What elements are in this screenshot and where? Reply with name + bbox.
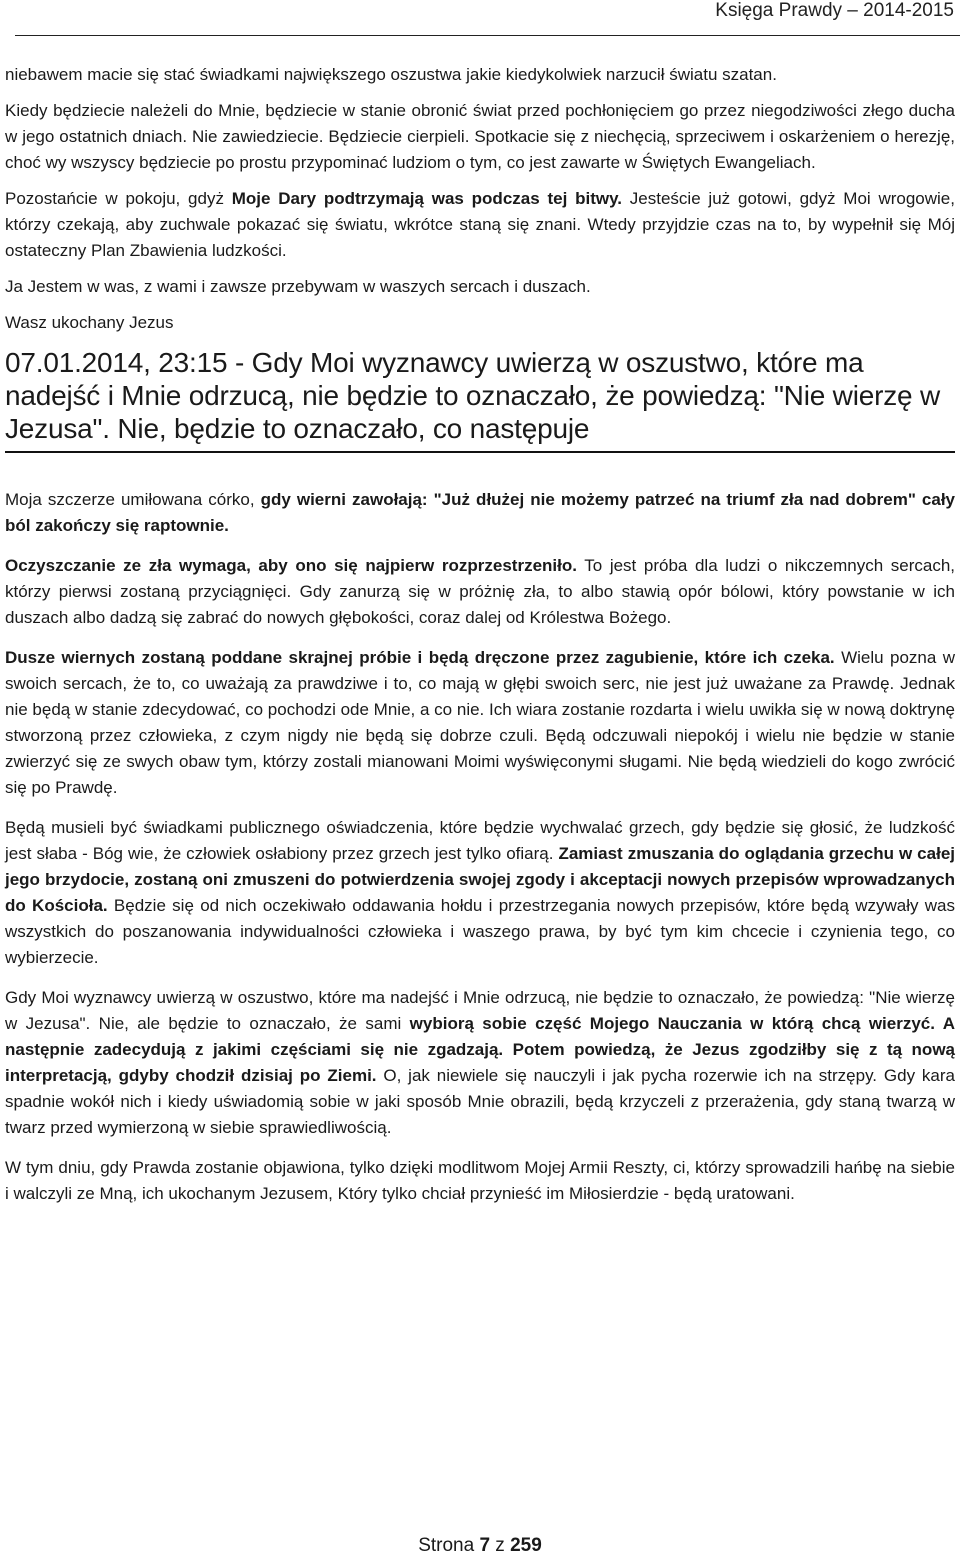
message-paragraph-5-bold: wybiorą sobie część Mojego Nauczania w którą chcą wierzyć. A następnie zadecydują z jakimi częściami się nie zgadzają. Potem powiedzą, że Jezus zgodziłby się z tą nową interpretacją, gdyby chodził dzisiaj po Ziemi. bbox=[5, 1014, 955, 1085]
message-paragraph-5-text-a: Gdy Moi wyznawcy uwierzą w oszustwo, które ma nadejść i Mnie odrzucą, nie będzie to oznaczało, że powiedzą: "Nie wierzę w Jezusa". Nie, ale będzie to oznaczało, że sami bbox=[5, 988, 955, 1033]
paragraph-3-text-c: Jesteście już gotowi, gdyż Moi wrogowie, którzy czekają, aby zuchwale pokazać się światu, wkrótce staną się znani. Wtedy przyjdzie czas na to, by wypełnił się Mój ostateczny Plan Zbawienia ludzkości. bbox=[5, 189, 955, 260]
message-paragraph-5 bbox=[5, 985, 955, 1141]
message-paragraph-4-bold: Zamiast zmuszania do oglądania grzechu w całej jego brzydocie, zostaną oni zmuszeni do potwierdzenia swojej zgody i akceptacji nowych przepisów wprowadzanych do Kościoła. bbox=[5, 844, 955, 915]
message-paragraph-1 bbox=[5, 487, 955, 539]
message-paragraph-3-text: Wielu pozna w swoich sercach, że to, co uważają za prawdziwe i to, co mają w głębi swoich serc, nie jest już uważane za Prawdę. Jednak nie będą w stanie zdecydować, co pochodzi ode Mnie, a co nie. Ich wiara zostanie rozdarta i wielu uwikła się w nową doktrynę stworzoną przez człowieka, z czym nigdy nie będą się dobrze czuli. Będą odczuwali niepokój i wielu nie będzie w stanie zwierzyć się ze swych obaw tym, którzy zostali mianowani Moimi wyświęconymi sługami. Nie będą wiedzieli do kogo zwrócić się po Prawdę. bbox=[5, 648, 956, 797]
message-title: 07.01.2014, 23:15 - Gdy Moi wyznawcy uwierzą w oszustwo, które ma nadejść i Mnie odrzucą, nie będzie to oznaczało, że powiedzą: "Nie wierzę w Jezusa". Nie, będzie to oznaczało, co następuje bbox=[5, 346, 955, 453]
signature: Wasz ukochany Jezus bbox=[5, 313, 174, 332]
footer-separator: z bbox=[490, 1535, 511, 1556]
message-paragraph-2-text: To jest próba dla ludzi o nikczemnych sercach, którzy pierwsi zostaną przyciągnięci. Gdy zanurzą się w próżnię zła, to albo stawią opór bólowi, który powstanie w ich duszach albo dadzą się zabrać do nowych głębokości, coraz dalej od Królestwa Bożego. bbox=[5, 556, 955, 627]
footer-total-pages: 259 bbox=[510, 1535, 542, 1556]
message-paragraph-1-bold: gdy wierni zawołają: "Już dłużej nie możemy patrzeć na triumf zła nad dobrem" cały ból zakończy się raptownie. bbox=[5, 490, 955, 535]
paragraph-1: niebawem macie się stać świadkami największego oszustwa jakie kiedykolwiek narzucił światu szatan. bbox=[5, 65, 777, 84]
footer-page-number: 7 bbox=[479, 1535, 491, 1556]
paragraph-3 bbox=[5, 186, 955, 264]
paragraph-4: Ja Jestem w was, z wami i zawsze przebywam w waszych sercach i duszach. bbox=[5, 277, 591, 296]
message-paragraph-3-bold: Dusze wiernych zostaną poddane skrajnej próbie i będą dręczone przez zagubienie, które ich czeka. bbox=[5, 648, 835, 667]
message-paragraph-4-text-a: Będą musieli być świadkami publicznego oświadczenia, które będzie wychwalać grzech, gdy będzie się głosić, że ludzkość jest słaba - Bóg wie, że człowiek osłabiony przez grzech jest tylko ofiarą. bbox=[5, 818, 955, 863]
paragraph-3-text-a: Pozostańcie w pokoju, gdyż bbox=[5, 189, 232, 208]
paragraph-3-bold: Moje Dary podtrzymają was podczas tej bitwy. bbox=[231, 189, 622, 208]
message-paragraph-2 bbox=[5, 553, 955, 631]
paragraph-2: Kiedy będziecie należeli do Mnie, będziecie w stanie obronić świat przed pochłonięciem go przez niegodziwości złego ducha w jego ostatnich dniach. Nie zawiedziecie. Będziecie cierpieli. Spotkacie się z niechęcią, sprzeciwem i oskarżeniem o herezję, choć wy wszyscy będziecie po prostu przypominać ludziom o tym, co jest zawarte w Świętych Ewangeliach. bbox=[5, 101, 955, 172]
message-paragraph-6: W tym dniu, gdy Prawda zostanie objawiona, tylko dzięki modlitwom Mojej Armii Reszty, ci, którzy sprowadzili hańbę na siebie i walczyli ze Mną, ich ukochanym Jezusem, Który tylko chciał przynieść im Miłosierdzie - będą uratowani. bbox=[5, 1158, 955, 1203]
page-content bbox=[5, 62, 955, 1221]
message-paragraph-4-text-c: Będzie się od nich oczekiwało oddawania hołdu i przestrzegania nowych przepisów, które będą wzywały was wszystkich do poszanowania indywidualności człowieka i waszego prawa, by być tym kim chcecie i czynienia tego, co wybierzecie. bbox=[5, 896, 955, 967]
footer-prefix: Strona bbox=[418, 1535, 480, 1556]
message-paragraph-1-text: Moja szczerze umiłowana córko, bbox=[5, 490, 261, 509]
running-header bbox=[715, 0, 954, 24]
message-paragraph-3 bbox=[5, 645, 955, 801]
message-paragraph-4 bbox=[5, 815, 955, 971]
page-footer bbox=[0, 1535, 960, 1557]
running-title: Księga Prawdy – 2014-2015 bbox=[715, 0, 954, 21]
message-paragraph-2-bold: Oczyszczanie ze zła wymaga, aby ono się najpierw rozprzestrzeniło. bbox=[5, 556, 577, 575]
message-paragraph-5-text-c: O, jak niewiele się nauczyli i jak pycha rozerwie ich na strzępy. Gdy kara spadnie wokół nich i kiedy uświadomią sobie w jaki sposób Mnie obrazili, będą krzyczeli z przerażenia, gdy staną twarzą w twarz przed wymierzoną w siebie sprawiedliwością. bbox=[5, 1066, 955, 1137]
